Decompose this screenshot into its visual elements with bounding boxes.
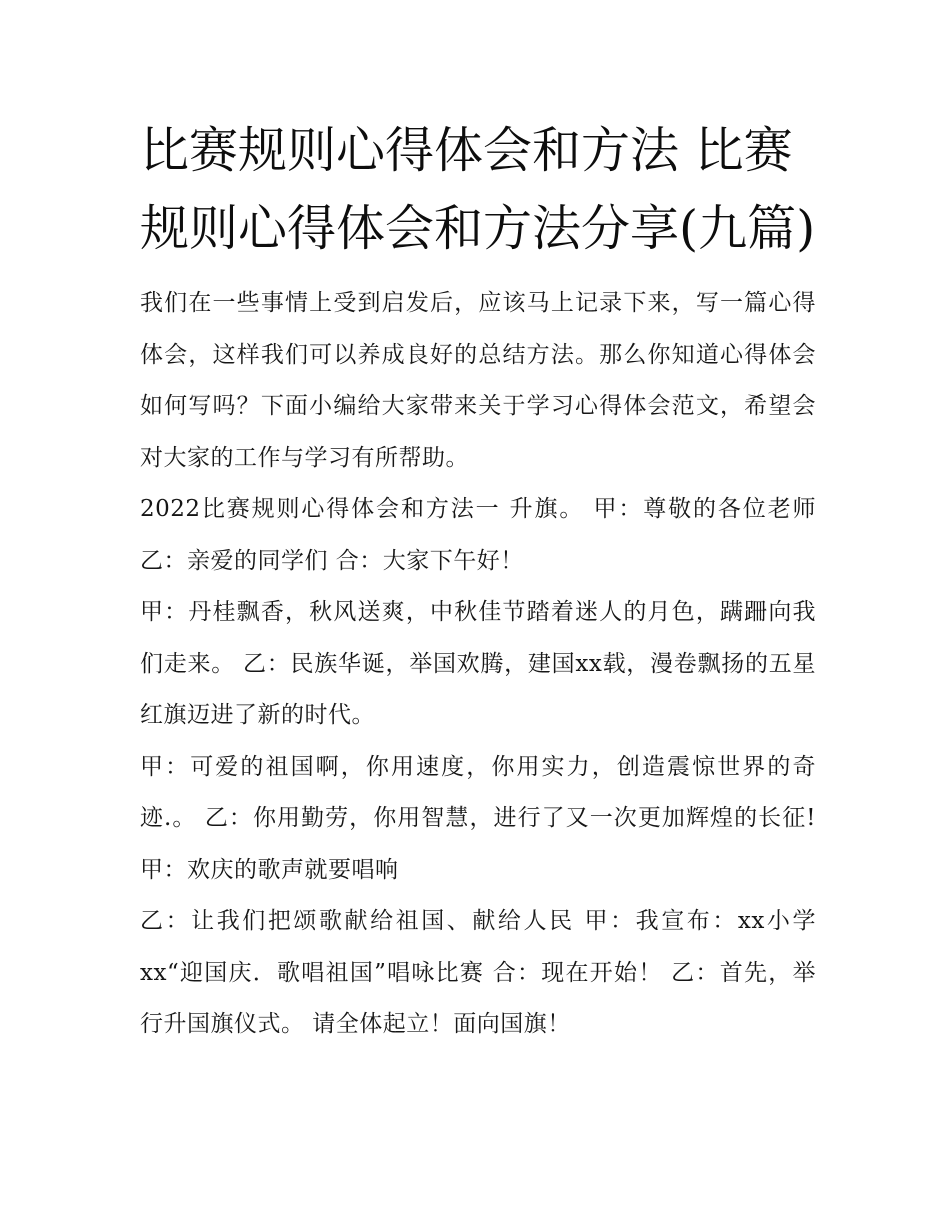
paragraph-motherland: 甲：可爱的祖国啊，你用速度，你用实力，创造震惊世界的奇迹.。 乙：你用勤劳，你用智慧，进行了又一次更加辉煌的长征! 甲：欢庆的歌声就要唱响 — [140, 753, 816, 883]
paragraph-announcement: 乙：让我们把颂歌献给祖国、献给人民 甲：我宣布：xx小学xx“迎国庆．歌唱祖国”唱咏比赛 合：现在开始！ 乙：首先，举行升国旗仪式。 请全体起立！面向国旗！ — [140, 908, 816, 1037]
paragraph-autumn: 甲：丹桂飘香，秋风送爽，中秋佳节踏着迷人的月色，蹒跚向我们走来。 乙：民族华诞，举国欢腾，建国xx载，漫卷飘扬的五星红旗迈进了新的时代。 — [140, 599, 816, 728]
paragraph-opening: 2022比赛规则心得体会和方法一 升旗。 甲：尊敬的各位老师 乙：亲爱的同学们 合：大家下午好！ — [140, 496, 816, 574]
paragraph-intro: 我们在一些事情上受到启发后，应该马上记录下来，写一篇心得体会，这样我们可以养成良好的总结方法。那么你知道心得体会如何写吗？下面小编给大家带来关于学习心得体会范文，希望会对大家的工作与学习有所帮助。 — [140, 290, 816, 471]
document-page — [140, 112, 816, 1051]
document-title: 比赛规则心得体会和方法 比赛规则心得体会和方法分享(九篇) — [140, 122, 816, 257]
